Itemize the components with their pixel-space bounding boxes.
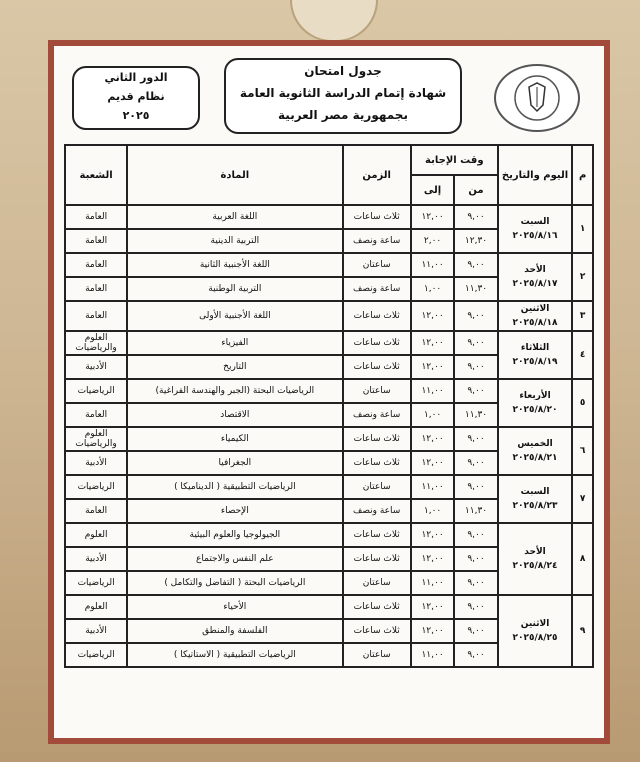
subject-name: الأحياء [127,595,342,619]
ministry-logo-icon [494,64,580,132]
day-name: الاثنين [520,619,550,629]
exam-duration: ثلاث ساعات [343,331,411,355]
time-from: ٩,٠٠ [454,571,497,595]
time-to: ١٢,٠٠ [411,451,454,475]
col-day-date: اليوم والتاريخ [498,145,573,205]
day-name: السبت [520,487,550,497]
time-to: ١٢,٠٠ [411,205,454,229]
subject-name: اللغة الأجنبية الثانية [127,253,342,277]
time-to: ١,٠٠ [411,403,454,427]
branch-name: الرياضيات [65,571,127,595]
time-to: ١١,٠٠ [411,253,454,277]
exam-duration: ساعة ونصف [343,499,411,523]
day-name: السبت [520,217,550,227]
time-to: ١٢,٠٠ [411,301,454,331]
exam-duration: ثلاث ساعات [343,619,411,643]
col-from: من [454,175,497,205]
exam-duration: ثلاث ساعات [343,205,411,229]
subject-name: الفلسفة والمنطق [127,619,342,643]
branch-name: الرياضيات [65,475,127,499]
time-from: ٩,٠٠ [454,523,497,547]
exam-date: ٢٠٢٥/٨/٢١ [512,453,558,463]
table-row [65,427,593,451]
day-date-cell [498,205,573,253]
exam-duration: ثلاث ساعات [343,451,411,475]
exam-date: ٢٠٢٥/٨/١٩ [512,357,558,367]
exam-duration: ساعتان [343,379,411,403]
day-number: ١ [572,205,593,253]
subject-name: الرياضيات البحتة (الجبر والهندسة الفراغية) [127,379,342,403]
exam-duration: ساعتان [343,253,411,277]
day-name: الأربعاء [519,391,551,401]
exam-date: ٢٠٢٥/٨/١٦ [512,231,558,241]
branch-name: الأدبية [65,451,127,475]
col-branch: الشعبة [65,145,127,205]
exam-duration: ثلاث ساعات [343,301,411,331]
branch-name: العامة [65,403,127,427]
exam-duration: ثلاث ساعات [343,355,411,379]
table-row [65,379,593,403]
title-line-3: بجمهورية مصر العربية [278,108,408,122]
day-number: ٥ [572,379,593,427]
branch-name: العامة [65,205,127,229]
branch-name: العلوم [65,523,127,547]
subject-name: التربية الوطنية [127,277,342,301]
exam-duration: ثلاث ساعات [343,427,411,451]
branch-name: العامة [65,229,127,253]
time-from: ١١,٣٠ [454,403,497,427]
day-number: ٨ [572,523,593,595]
exam-duration: ساعتان [343,475,411,499]
day-number: ٩ [572,595,593,667]
subject-name: التربية الدينية [127,229,342,253]
branch-name: العلوم والرياضيات [65,331,127,355]
day-number: ٤ [572,331,593,379]
exam-duration: ساعة ونصف [343,277,411,301]
table-row [65,253,593,277]
time-to: ١٢,٠٠ [411,427,454,451]
day-date-cell [498,595,573,667]
subject-name: التاريخ [127,355,342,379]
day-date-cell [498,331,573,379]
branch-name: العلوم [65,595,127,619]
exam-round-box [72,66,200,130]
day-name: الخميس [517,439,553,449]
day-number: ٣ [572,301,593,331]
day-date-cell [498,253,573,301]
col-to: إلى [411,175,454,205]
branch-name: الأدبية [65,619,127,643]
subject-name: الجغرافيا [127,451,342,475]
year-label: ٢٠٢٥ [122,109,150,122]
round-label: الدور الثاني [104,71,168,84]
table-row [65,301,593,331]
day-name: الأحد [524,265,546,275]
day-name: الأحد [524,547,546,557]
exam-date: ٢٠٢٥/٨/١٧ [512,279,558,289]
subject-name: الجيولوجيا والعلوم البيئية [127,523,342,547]
subject-name: الرياضيات التطبيقية ( الديناميكا ) [127,475,342,499]
table-row [65,595,593,619]
time-from: ٩,٠٠ [454,619,497,643]
time-from: ٩,٠٠ [454,379,497,403]
exam-date: ٢٠٢٥/٨/٢٣ [512,501,558,511]
time-from: ٩,٠٠ [454,427,497,451]
time-to: ١٢,٠٠ [411,355,454,379]
subject-name: اللغة العربية [127,205,342,229]
exam-date: ٢٠٢٥/٨/٢٥ [512,633,558,643]
day-number: ٦ [572,427,593,475]
subject-name: الرياضيات البحتة ( التفاضل والتكامل ) [127,571,342,595]
time-to: ١٢,٠٠ [411,595,454,619]
time-to: ١١,٠٠ [411,379,454,403]
day-date-cell [498,301,573,331]
subject-name: الاقتصاد [127,403,342,427]
time-to: ١,٠٠ [411,277,454,301]
top-seal-emblem [290,0,378,42]
time-from: ٩,٠٠ [454,547,497,571]
day-date-cell [498,523,573,595]
day-date-cell [498,379,573,427]
title-line-2: شهادة إتمام الدراسة الثانوية العامة [239,86,447,100]
exam-schedule-table [64,144,594,668]
time-from: ١٢,٣٠ [454,229,497,253]
exam-duration: ساعة ونصف [343,403,411,427]
time-to: ١١,٠٠ [411,571,454,595]
time-from: ٩,٠٠ [454,253,497,277]
col-duration: الزمن [343,145,411,205]
branch-name: الرياضيات [65,643,127,667]
branch-name: العامة [65,253,127,277]
exam-duration: ثلاث ساعات [343,595,411,619]
time-from: ١١,٣٠ [454,277,497,301]
time-to: ١١,٠٠ [411,643,454,667]
exam-date: ٢٠٢٥/٨/٢٤ [512,561,558,571]
document-frame [48,40,610,744]
day-date-cell [498,427,573,475]
branch-name: العلوم والرياضيات [65,427,127,451]
exam-date: ٢٠٢٥/٨/١٨ [512,318,558,328]
table-row [65,523,593,547]
system-label: نظام قديم [107,90,165,103]
time-to: ٢,٠٠ [411,229,454,253]
exam-duration: ثلاث ساعات [343,547,411,571]
exam-duration: ساعتان [343,571,411,595]
subject-name: الفيزياء [127,331,342,355]
exam-title-box [224,58,462,134]
day-number: ٧ [572,475,593,523]
exam-date: ٢٠٢٥/٨/٢٠ [512,405,558,415]
time-to: ١٢,٠٠ [411,331,454,355]
time-from: ٩,٠٠ [454,205,497,229]
branch-name: العامة [65,277,127,301]
document-header [64,58,594,136]
branch-name: العامة [65,499,127,523]
time-to: ١,٠٠ [411,499,454,523]
day-name: الاثنين [520,304,550,314]
col-answer-time: وقت الإجابة [411,145,498,175]
time-to: ١٢,٠٠ [411,619,454,643]
time-to: ١٢,٠٠ [411,523,454,547]
time-from: ٩,٠٠ [454,643,497,667]
subject-name: الإحصاء [127,499,342,523]
time-to: ١٢,٠٠ [411,547,454,571]
branch-name: العامة [65,301,127,331]
time-from: ٩,٠٠ [454,331,497,355]
document-paper [54,46,604,738]
time-from: ٩,٠٠ [454,355,497,379]
exam-duration: ساعة ونصف [343,229,411,253]
table-row [65,331,593,355]
day-name: الثلاثاء [520,343,550,353]
col-subject: المادة [127,145,342,205]
branch-name: الأدبية [65,547,127,571]
time-from: ٩,٠٠ [454,475,497,499]
exam-duration: ساعتان [343,643,411,667]
title-line-1: جدول امتحان [304,64,382,78]
time-from: ١١,٣٠ [454,499,497,523]
time-from: ٩,٠٠ [454,301,497,331]
exam-duration: ثلاث ساعات [343,523,411,547]
subject-name: علم النفس والاجتماع [127,547,342,571]
time-to: ١١,٠٠ [411,475,454,499]
subject-name: الرياضيات التطبيقية ( الاستاتيكا ) [127,643,342,667]
day-date-cell [498,475,573,523]
table-row [65,475,593,499]
subject-name: اللغة الأجنبية الأولى [127,301,342,331]
time-from: ٩,٠٠ [454,595,497,619]
col-num: م [572,145,593,205]
table-row [65,205,593,229]
day-number: ٢ [572,253,593,301]
subject-name: الكيمياء [127,427,342,451]
branch-name: الأدبية [65,355,127,379]
time-from: ٩,٠٠ [454,451,497,475]
branch-name: الرياضيات [65,379,127,403]
